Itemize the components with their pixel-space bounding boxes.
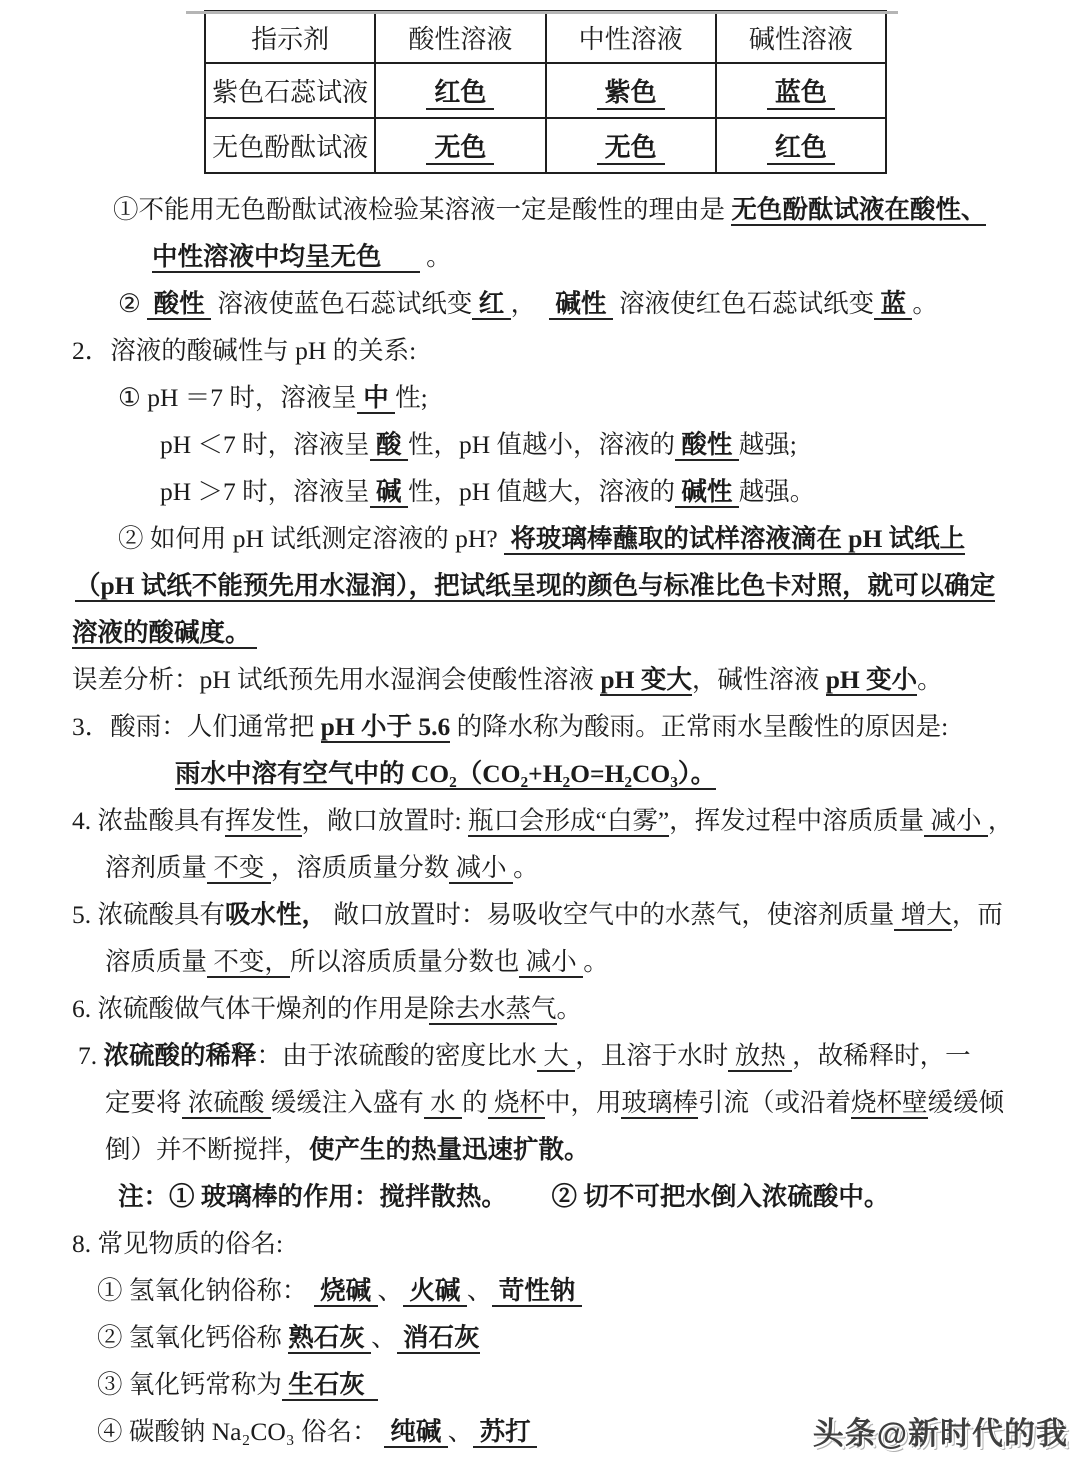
text-run: 所以溶质质量分数也: [289, 947, 520, 976]
text-run: 。: [556, 994, 583, 1023]
text-line: [72, 703, 1080, 750]
text-line: [72, 938, 1080, 985]
table-row: [205, 63, 886, 118]
text-run: 减小: [449, 853, 514, 882]
text-run: 。: [912, 289, 938, 318]
text-run: 3．酸雨：人们通常把: [72, 712, 321, 741]
table-cell: [716, 63, 886, 118]
text-run: 缓缓注入盛有: [270, 1088, 424, 1117]
text-run: 酸: [369, 430, 408, 459]
text-run: 蓝: [874, 289, 913, 318]
text-run: 倒）并不断搅拌，: [105, 1135, 310, 1164]
text-run: ②: [118, 289, 148, 318]
answer-text: 蓝色: [767, 78, 835, 110]
text-run: 不变，: [207, 947, 290, 976]
text-line: [72, 280, 1080, 327]
table-cell: [375, 63, 545, 118]
text-run: ：由于浓硫酸的密度比水: [256, 1041, 538, 1070]
text-run: 6. 浓硫酸做气体干燥剂的作用是: [72, 994, 430, 1023]
text-line: [72, 844, 1080, 891]
indicator-table: [204, 10, 887, 174]
document-body: [0, 186, 1080, 1455]
table-row: [205, 118, 886, 173]
text-run: 吸水性，: [225, 900, 328, 929]
text-line: [72, 1173, 1080, 1220]
text-run: 增大: [894, 900, 952, 929]
text-run: ①不能用无色酚酞试液检验某溶液一定是酸性的理由是: [113, 195, 732, 224]
text-run: 性，pH 值越大，溶液的: [407, 477, 675, 506]
text-run: 性;: [395, 383, 428, 412]
text-run: 、: [377, 1276, 404, 1305]
text-run: 除去水蒸气: [429, 994, 557, 1023]
table-cell: [716, 118, 886, 173]
text-run: 中，用: [544, 1088, 622, 1117]
text-line: [72, 562, 1080, 609]
text-run: ② 切不可把水倒入浓硫酸中。: [551, 1182, 890, 1211]
text-line: [72, 374, 1080, 421]
text-run: 生石灰: [281, 1370, 378, 1399]
text-line: [72, 1267, 1080, 1314]
table-cell: [546, 63, 716, 118]
text-run: 。: [419, 242, 452, 271]
text-run: 、: [371, 1323, 397, 1352]
text-line: [72, 891, 1080, 938]
text-run: 玻璃棒: [621, 1088, 698, 1117]
text-run: ，溶质质量分数: [270, 853, 450, 882]
text-run: ③ 氧化钙常称为: [97, 1370, 282, 1399]
table-header-indicator: 指示剂: [205, 11, 375, 63]
watermark: 头条@新时代的我: [812, 1416, 1068, 1451]
table-cell: [546, 118, 716, 173]
text-line: [72, 186, 1080, 233]
text-run: 。: [917, 665, 943, 694]
text-run: 消石灰: [396, 1323, 480, 1352]
text-run: 4. 浓盐酸具有: [72, 806, 226, 835]
text-run: ④ 碳酸钠 Na₂CO₃ 俗名：: [97, 1417, 384, 1446]
text-run: 溶液使蓝色石蕊试纸变: [211, 289, 473, 318]
text-run: 碱性: [674, 477, 739, 506]
text-run: ，而: [951, 900, 1003, 929]
text-run: 苏打: [473, 1417, 537, 1446]
text-run: 红: [472, 289, 511, 318]
text-run: 减小: [924, 806, 988, 835]
text-run: 使产生的热量迅速扩散。: [309, 1135, 590, 1164]
text-line: [72, 985, 1080, 1032]
text-run: 大: [537, 1041, 576, 1070]
text-run: 酸性: [674, 430, 739, 459]
text-run: 8. 常见物质的俗名:: [72, 1229, 284, 1258]
table-cell-label: 紫色石蕊试液: [205, 63, 375, 118]
text-run: 、: [466, 1276, 493, 1305]
text-run: ，: [510, 289, 549, 318]
table-header-neutral: 中性溶液: [546, 11, 716, 63]
text-line: [72, 233, 1080, 280]
text-run: 溶质质量: [105, 947, 208, 976]
answer-text: 紫色: [597, 78, 665, 110]
table-top-remnant-line: [186, 11, 898, 14]
text-run: 、: [447, 1417, 474, 1446]
text-run: pH ＞7 时，溶液呈: [160, 477, 370, 506]
text-run: 瓶口会形成“白雾”: [468, 806, 670, 835]
text-run: 不变: [207, 853, 271, 882]
text-run: ① pH ＝7 时，溶液呈: [118, 383, 357, 412]
text-run: 浓硫酸的稀释: [103, 1041, 257, 1070]
text-run: 7.: [78, 1041, 104, 1070]
text-run: 雨水中溶有空气中的 CO₂（CO₂+H₂O=H₂CO₃）。: [175, 759, 717, 788]
text-run: 水: [423, 1088, 463, 1117]
text-run: 烧杯: [487, 1088, 545, 1117]
text-run: 浓硫酸: [181, 1088, 271, 1117]
text-run: 烧碱: [313, 1276, 378, 1305]
text-run: 缓缓倾: [927, 1088, 1005, 1117]
text-line: [72, 468, 1080, 515]
text-run: 碱: [369, 477, 408, 506]
answer-text: 无色: [597, 133, 665, 165]
text-run: ，故稀释时，一: [792, 1041, 971, 1070]
text-run: 溶剂质量: [105, 853, 208, 882]
text-run: 2．溶液的酸碱性与 pH 的关系:: [72, 336, 417, 365]
text-run: 挥发性: [225, 806, 302, 835]
text-run: 的降水称为酸雨。正常雨水呈酸性的原因是:: [450, 712, 949, 741]
text-line: [72, 1220, 1080, 1267]
text-line: [72, 327, 1080, 374]
text-run: 减小: [519, 947, 584, 976]
text-line: [72, 656, 1080, 703]
text-run: ，且溶于水时: [575, 1041, 729, 1070]
text-run: [494, 1182, 551, 1211]
table-header-acidic: 酸性溶液: [375, 11, 545, 63]
text-run: 烧杯壁: [851, 1088, 928, 1117]
text-run: pH ＜7 时，溶液呈: [160, 430, 370, 459]
text-run: 酸性: [147, 289, 212, 318]
text-run: 熟石灰: [288, 1323, 372, 1352]
text-line: [72, 515, 1080, 562]
text-run: 碱性: [548, 289, 613, 318]
answer-text: 无色: [426, 133, 494, 165]
text-run: 。: [513, 853, 539, 882]
text-run: 溶液的酸碱度。: [72, 618, 257, 647]
text-run: ，: [987, 806, 1014, 835]
text-line: [72, 1126, 1080, 1173]
answer-text: 红色: [426, 78, 494, 110]
text-run: 无色酚酞试液在酸性、: [731, 195, 987, 224]
text-line: [72, 1361, 1080, 1408]
text-run: 溶液使红色石蕊试纸变: [612, 289, 875, 318]
text-line: [72, 797, 1080, 844]
text-run: ，碱性溶液: [691, 665, 826, 694]
text-run: ① 氢氧化钠俗称：: [97, 1276, 314, 1305]
text-line: [72, 1032, 1080, 1079]
text-run: pH 变大: [600, 665, 692, 694]
text-run: 中性溶液中均呈无色: [152, 242, 420, 271]
text-run: pH 变小: [825, 665, 918, 694]
text-run: 引流（或沿着: [698, 1088, 852, 1117]
table-header-row: [205, 11, 886, 63]
table-cell-label: 无色酚酞试液: [205, 118, 375, 173]
text-line: [72, 750, 1080, 797]
text-run: pH 小于 5.6: [320, 712, 451, 741]
text-run: 纯碱: [383, 1417, 448, 1446]
document-page: [0, 10, 1080, 1463]
text-line: [72, 421, 1080, 468]
text-run: ，敞口放置时:: [301, 806, 468, 835]
text-run: 将玻璃棒蘸取的试样溶液滴在 pH 试纸上: [504, 524, 966, 553]
answer-text: 红色: [767, 133, 835, 165]
text-run: 越强。: [738, 477, 816, 506]
text-run: 越强;: [738, 430, 797, 459]
text-run: 中: [356, 383, 396, 412]
text-run: 定要将: [105, 1088, 182, 1117]
text-run: ② 如何用 pH 试纸测定溶液的 pH?: [118, 524, 505, 553]
text-run: 误差分析：pH 试纸预先用水湿润会使酸性溶液: [72, 665, 601, 694]
text-run: 5. 浓硫酸具有: [72, 900, 226, 929]
text-line: [72, 1079, 1080, 1126]
text-line: [72, 1314, 1080, 1361]
text-run: 的: [462, 1088, 488, 1117]
text-run: ② 氢氧化钙俗称: [97, 1323, 289, 1352]
text-run: 火碱: [403, 1276, 467, 1305]
text-run: 放热: [728, 1041, 793, 1070]
text-run: （pH 试纸不能预先用水湿润），把试纸呈现的颜色与标准比色卡对照，就可以确定: [75, 571, 996, 600]
text-line: [72, 609, 1080, 656]
text-run: 苛性钠: [492, 1276, 582, 1305]
text-run: 。: [583, 947, 609, 976]
text-run: ，挥发过程中溶质质量: [669, 806, 925, 835]
text-run: 注：① 玻璃棒的作用：搅拌散热。: [118, 1182, 495, 1211]
text-run: 性，pH 值越小，溶液的: [407, 430, 675, 459]
text-run: 敞口放置时：易吸收空气中的水蒸气，使溶剂质量: [327, 900, 895, 929]
table-header-alkaline: 碱性溶液: [716, 11, 886, 63]
table-cell: [375, 118, 545, 173]
